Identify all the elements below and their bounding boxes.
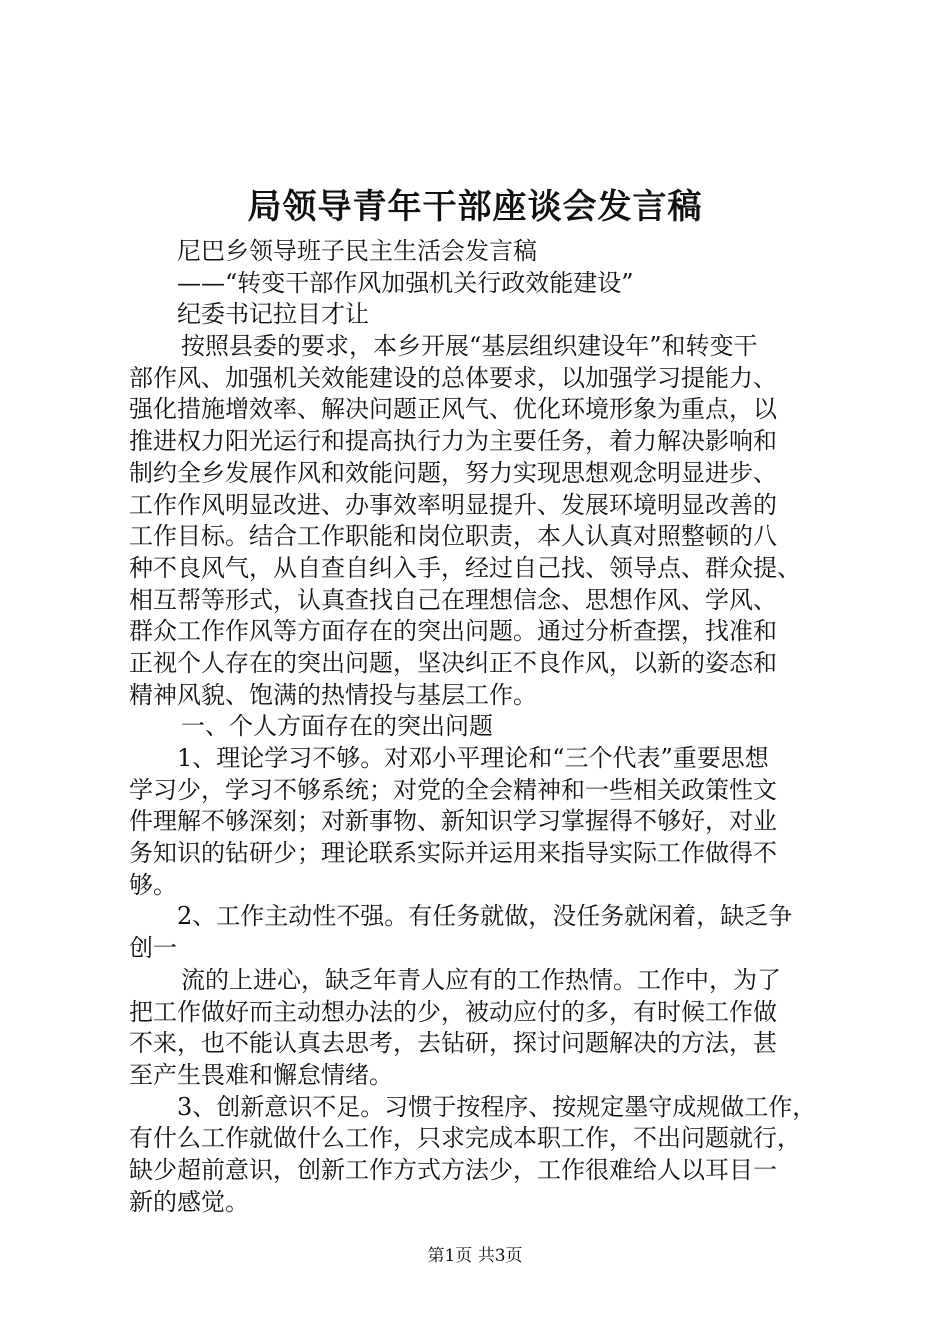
section-heading: 一、个人方面存在的突出问题 bbox=[181, 712, 493, 741]
body-line: 群众工作作风等方面存在的突出问题。通过分析查摆，找准和 bbox=[129, 617, 777, 646]
body-line: 缺少超前意识，创新工作方式方法少，工作很难给人以耳目一 bbox=[129, 1155, 777, 1184]
author-line: 纪委书记拉目才让 bbox=[177, 300, 369, 329]
body-line: 至产生畏难和懈怠情绪。 bbox=[129, 1060, 393, 1089]
body-line: 够。 bbox=[129, 870, 177, 899]
body-line: 相互帮等形式，认真查找自己在理想信念、思想作风、学风、 bbox=[129, 585, 777, 614]
body-line: 3、创新意识不足。习惯于按程序、按规定墨守成规做工作， bbox=[177, 1092, 817, 1121]
document-body bbox=[129, 236, 833, 1218]
body-line: 工作作风明显改进、办事效率明显提升、发展环境明显改善的 bbox=[129, 490, 777, 519]
body-line: 精神风貌、饱满的热情投与基层工作。 bbox=[129, 680, 537, 709]
body-line: 有什么工作就做什么工作，只求完成本职工作，不出问题就行， bbox=[129, 1124, 801, 1153]
body-line: 不来，也不能认真去思考，去钻研，探讨问题解决的方法，甚 bbox=[129, 1029, 777, 1058]
body-line: 流的上进心，缺乏年青人应有的工作热情。工作中，为了 bbox=[181, 965, 781, 994]
body-line: 强化措施增效率、解决问题正风气、优化环境形象为重点，以 bbox=[129, 395, 777, 424]
subtitle-theme-line: ——“转变干部作风加强机关行政效能建设” bbox=[177, 268, 634, 297]
body-line: 把工作做好而主动想办法的少，被动应付的多，有时候工作做 bbox=[129, 997, 777, 1026]
body-line: 制约全乡发展作风和效能问题，努力实现思想观念明显进步、 bbox=[129, 458, 777, 487]
subtitle-line: 尼巴乡领导班子民主生活会发言稿 bbox=[177, 237, 537, 265]
document-title: 局领导青年干部座谈会发言稿 bbox=[247, 187, 703, 227]
body-line: 种不良风气，从自查自纠入手，经过自己找、领导点、群众提、 bbox=[129, 553, 801, 582]
body-line: 推进权力阳光运行和提高执行力为主要任务，着力解决影响和 bbox=[129, 427, 777, 456]
body-line: 务知识的钻研少；理论联系实际并运用来指导实际工作做得不 bbox=[129, 839, 777, 868]
body-line: 件理解不够深刻；对新事物、新知识学习掌握得不够好，对业 bbox=[129, 807, 777, 836]
body-line: 2、工作主动性不强。有任务就做，没任务就闲着，缺乏争 bbox=[177, 902, 793, 931]
body-line: 按照县委的要求，本乡开展“基层组织建设年”和转变干 bbox=[181, 332, 758, 361]
body-line: 正视个人存在的突出问题，坚决纠正不良作风，以新的姿态和 bbox=[129, 648, 777, 677]
body-line: 学习少，学习不够系统；对党的全会精神和一些相关政策性文 bbox=[129, 775, 777, 804]
body-line: 创一 bbox=[129, 934, 177, 963]
page-footer: 第1页 共3页 bbox=[427, 1246, 523, 1266]
body-line: 1、理论学习不够。对邓小平理论和“三个代表”重要思想 bbox=[177, 744, 769, 772]
body-line: 新的感觉。 bbox=[129, 1187, 249, 1216]
body-line: 工作目标。结合工作职能和岗位职责，本人认真对照整顿的八 bbox=[129, 522, 777, 551]
body-line: 部作风、加强机关效能建设的总体要求，以加强学习提能力、 bbox=[129, 363, 777, 392]
